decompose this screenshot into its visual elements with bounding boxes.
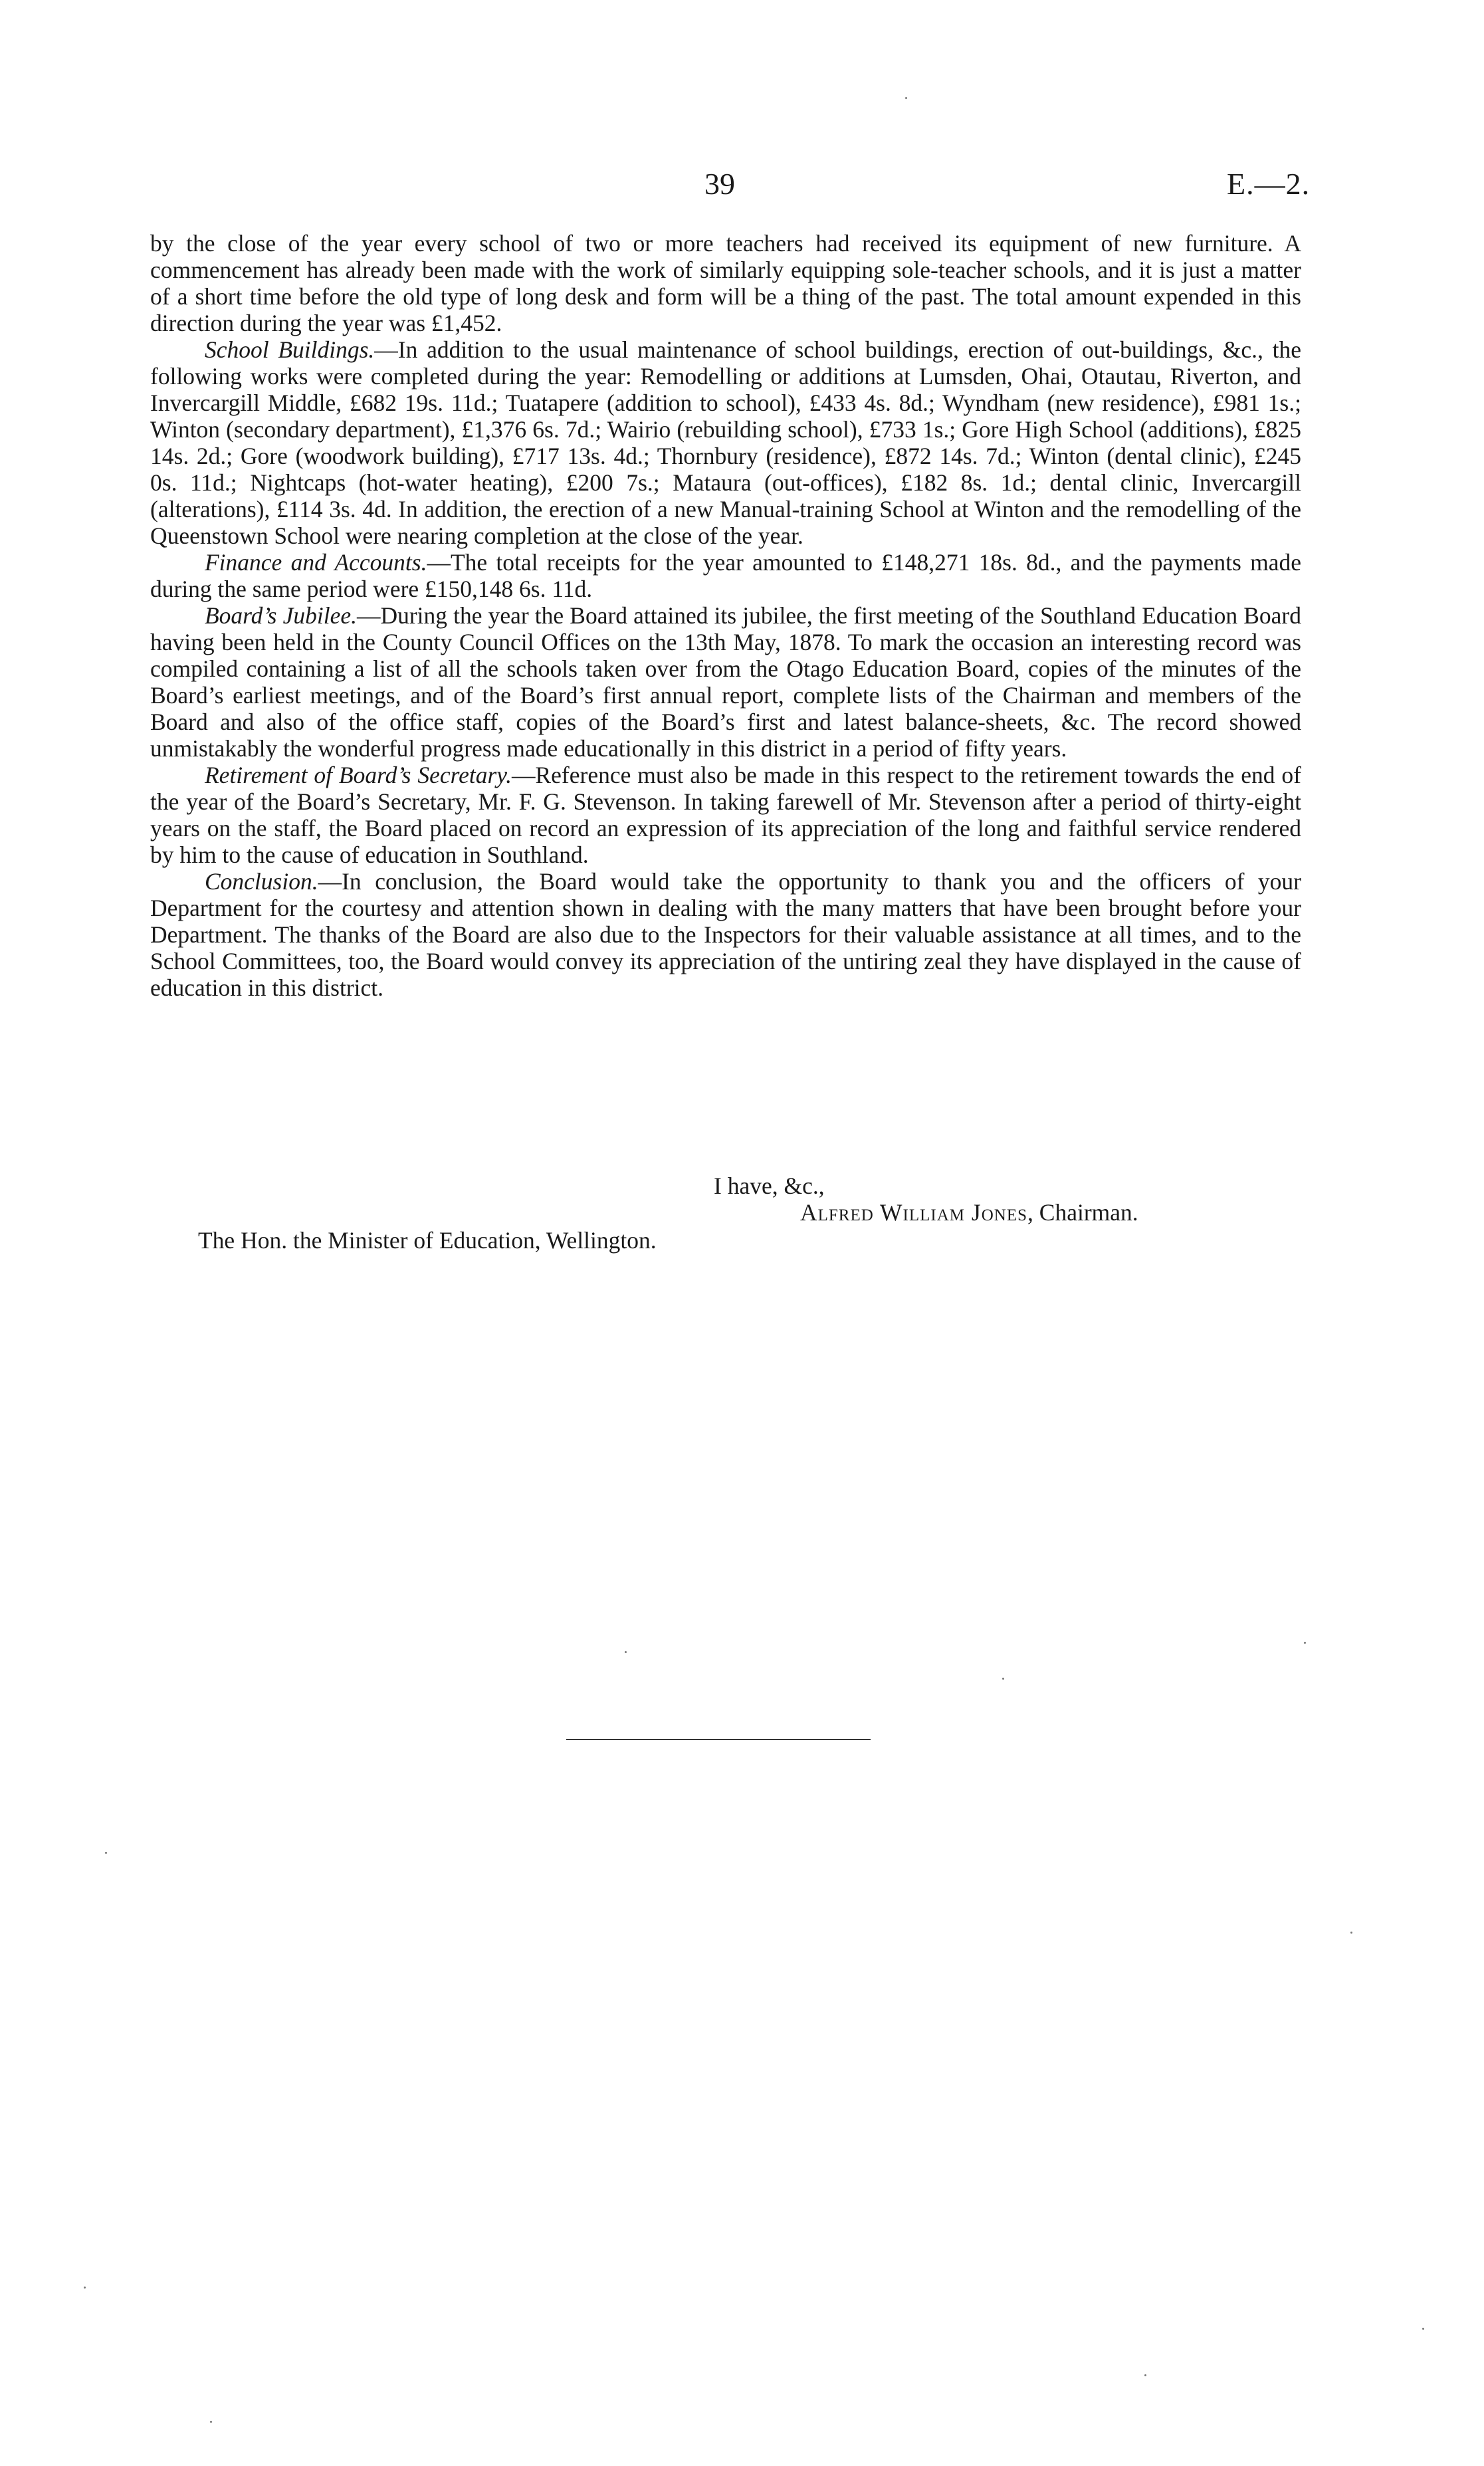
paragraph-jubilee — [150, 602, 1301, 762]
section-divider — [566, 1739, 871, 1740]
heading-conclusion: Conclusion. — [205, 868, 318, 895]
text-retirement: —Reference must also be made in this respect to the retirement towards the end of the year of the Board’s Secretary, Mr. F. G. Stevenson. In taking farewell of Mr. Stevenson after a period of thirty-eight years on the staff, the Board placed on record an expression of its appreciation of the long and faithful service rendered by him to the cause of education in Southland. — [150, 762, 1302, 868]
heading-school-buildings: School Buildings. — [205, 336, 375, 363]
scan-speck — [1144, 2374, 1146, 2376]
scan-speck — [1422, 2328, 1424, 2330]
scan-speck — [84, 2287, 86, 2289]
scan-speck — [1350, 1932, 1352, 1934]
text-jubilee: —During the year the Board attained its jubilee, the first meeting of the Southland Education Board having been held in the County Council Offices on the 13th May, 1878. To mark the occasion an interesting record was compiled containing a list of all the schools taken over from the Otago Education Board, copies of the minutes of the Board’s earliest meetings, and of the Board’s first annual report, complete lists of the Chairman and members of the Board and also of the office staff, copies of the Board’s first and latest balance-sheets, &c. The record showed unmistakably the wonderful progress made educationally in this district in a period of fifty years. — [150, 602, 1301, 762]
paragraph-school-buildings — [150, 336, 1301, 549]
signature-line — [800, 1199, 1138, 1226]
paragraph-furniture: by the close of the year every school of two or more teachers had received its equipment of new furniture. A commencement has already been made with the work of similarly equipping sole-teacher schools, and it is just a matter of a short time before the old type of long desk and form will be a thing of the past. The total amount expended in this direction during the year was £1,452. — [150, 230, 1301, 336]
page-number: 39 — [704, 167, 735, 201]
scan-speck — [1002, 1678, 1004, 1680]
text-conclusion: —In conclusion, the Board would take the opportunity to thank you and the officers of your Department for the courtesy and attention shown in dealing with the many matters that have been brought before your Department. The thanks of the Board are also due to the Inspectors for their valuable assistance at all times, and to the School Committees, too, the Board would convey its appreciation of the untiring zeal they have displayed in the cause of education in this district. — [150, 868, 1301, 1001]
scan-speck — [625, 1651, 627, 1653]
paragraph-retirement — [150, 762, 1301, 868]
scan-speck — [905, 97, 907, 99]
signatory-name: Alfred William Jones — [800, 1199, 1028, 1226]
signatory-title: , Chairman. — [1027, 1199, 1138, 1226]
paragraph-finance — [150, 549, 1301, 602]
addressee: The Hon. the Minister of Education, Wellington. — [198, 1227, 657, 1254]
document-reference: E.—2. — [1227, 167, 1311, 201]
heading-jubilee: Board’s Jubilee. — [205, 602, 357, 629]
scan-speck — [210, 2421, 212, 2423]
body-text — [150, 230, 1301, 1001]
text-school-buildings: —In addition to the usual maintenance of school buildings, erection of out-buildings, &c., the following works were completed during the year: Remodelling or additions at Lumsden, Ohai, Otautau, Riverton, and Invercargill Middle, £682 19s. 11d.; Tuatapere (addition to school), £433 4s. 8d.; Wyndham (new residence), £981 1s.; Winton (secondary department), £1,376 6s. 7d.; Wairio (rebuilding school), £733 1s.; Gore High School (additions), £825 14s. 2d.; Gore (woodwork building), £717 13s. 4d.; Thornbury (residence), £872 14s. 7d.; Winton (dental clinic), £245 0s. 11d.; Nightcaps (hot-water heating), £200 7s.; Mataura (out-offices), £182 8s. 1d.; dental clinic, Invercargill (alterations), £114 3s. 4d. In addition, the erection of a new Manual-training School at Winton and the remodelling of the Queenstown School were nearing completion at the close of the year. — [150, 336, 1301, 549]
text-finance: —The total receipts for the year amounted to £148,271 18s. 8d., and the payments made during the same period were £150,148 6s. 11d. — [150, 549, 1301, 602]
scan-speck — [1304, 1642, 1306, 1644]
closing-salutation: I have, &c., — [714, 1173, 825, 1199]
paragraph-conclusion — [150, 868, 1301, 1001]
scan-speck — [105, 1852, 107, 1854]
heading-finance: Finance and Accounts. — [205, 549, 427, 576]
heading-retirement: Retirement of Board’s Secretary. — [205, 762, 512, 788]
